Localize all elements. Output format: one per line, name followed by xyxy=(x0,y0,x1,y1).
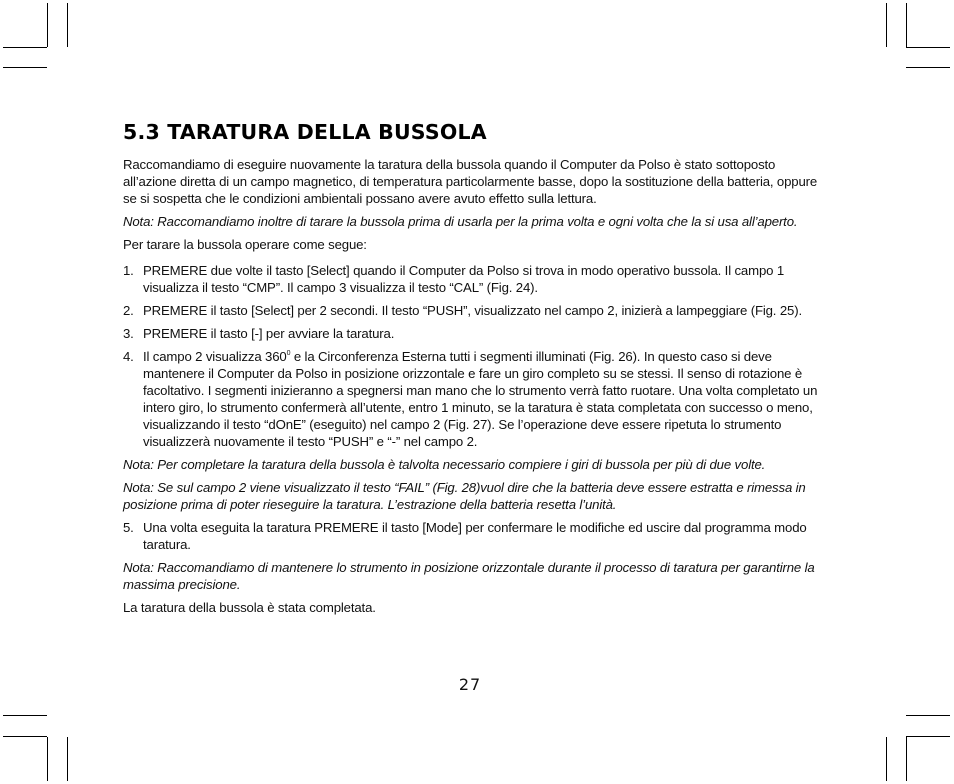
step-text: PREMERE il tasto [Select] per 2 secondi. Il testo “PUSH”, visualizzato nel campo 2, inizierà a lampeggiare (Fig. 25). xyxy=(143,303,802,318)
crop-mark xyxy=(886,737,887,781)
section-title: 5.3 TARATURA DELLA BUSSOLA xyxy=(123,120,487,144)
degree-superscript: 0 xyxy=(286,350,291,357)
page-content xyxy=(123,118,818,622)
step-item xyxy=(123,519,818,553)
lead-in-paragraph: Per tarare la bussola operare come segue: xyxy=(123,237,367,252)
step-number: 5. xyxy=(123,520,134,535)
crop-mark xyxy=(67,737,68,781)
crop-mark xyxy=(3,715,47,716)
step-text: Il campo 2 visualizza 360 xyxy=(143,349,287,364)
note-paragraph: Nota: Se sul campo 2 viene visualizzato il testo “FAIL” (Fig. 28)vuol dire che la batteria deve essere estratta e rimessa in posizione prima di poter rieseguire la taratura. L’estrazione della batteria resetta l’unità. xyxy=(123,480,806,512)
crop-mark xyxy=(906,67,950,68)
step-number: 3. xyxy=(123,326,134,341)
crop-mark xyxy=(3,67,47,68)
crop-mark xyxy=(906,3,907,47)
step-text: e la Circonferenza Esterna tutti i segmenti illuminati (Fig. 26). In questo caso si deve mantenere il Computer da Polso in posizione orizzontale e fare un giro completo su se stessi. Il senso di rotazione è facoltativo. I segmenti inizieranno a spegnersi man mano che lo strumento verrà fatto ruotare. Una volta completato un intero giro, lo strumento confermerà all’utente, entro 1 minuto, se la taratura è stata completata con successo o meno, visualizzando il testo “dOnE” (eseguito) nel campo 2 (Fig. 27). Se l’operazione deve essere ripetuta lo strumento visualizzerà nuovamente il testo “PUSH” e “-” nel campo 2. xyxy=(143,349,818,449)
crop-mark xyxy=(47,737,48,781)
step-item xyxy=(123,348,818,450)
step-text: Una volta eseguita la taratura PREMERE il tasto [Mode] per confermare le modifiche ed uscire dal programma modo taratura. xyxy=(143,520,807,552)
step-number: 1. xyxy=(123,263,134,278)
note-paragraph: Nota: Raccomandiamo di mantenere lo strumento in posizione orizzontale durante il processo di taratura per garantirne la massima precisione. xyxy=(123,560,815,592)
note-paragraph: Nota: Raccomandiamo inoltre di tarare la bussola prima di usarla per la prima volta e ogni volta che la si usa all’aperto. xyxy=(123,214,798,229)
step-text: PREMERE due volte il tasto [Select] quando il Computer da Polso si trova in modo operativo bussola. Il campo 1 visualizza il testo “CMP”. Il campo 3 visualizza il testo “CAL” (Fig. 24). xyxy=(143,263,785,295)
step-number: 4. xyxy=(123,349,134,364)
crop-mark xyxy=(47,3,48,47)
crop-mark xyxy=(67,3,68,47)
step-item xyxy=(123,302,818,319)
step-text: PREMERE il tasto [-] per avviare la taratura. xyxy=(143,326,395,341)
note-paragraph: Nota: Per completare la taratura della bussola è talvolta necessario compiere i giri di bussola per più di due volte. xyxy=(123,457,766,472)
step-item xyxy=(123,262,818,296)
intro-paragraph: Raccomandiamo di eseguire nuovamente la taratura della bussola quando il Computer da Polso è stato sottoposto all’azione diretta di un campo magnetico, di temperatura particolarmente basse, dopo la sostituzione della batteria, oppure se si sospetta che le condizioni ambientali possano avere avuto effetto sulla lettura. xyxy=(123,157,818,206)
crop-mark xyxy=(886,3,887,47)
page-number: 27 xyxy=(458,675,482,694)
crop-mark xyxy=(906,737,907,781)
crop-mark xyxy=(3,47,47,48)
steps-list xyxy=(123,262,818,450)
crop-mark xyxy=(906,47,950,48)
crop-mark xyxy=(906,736,950,737)
conclusion-paragraph: La taratura della bussola è stata completata. xyxy=(123,600,376,615)
steps-list xyxy=(123,519,818,553)
crop-mark xyxy=(906,715,950,716)
crop-mark xyxy=(3,736,47,737)
step-number: 2. xyxy=(123,303,134,318)
step-item xyxy=(123,325,818,342)
